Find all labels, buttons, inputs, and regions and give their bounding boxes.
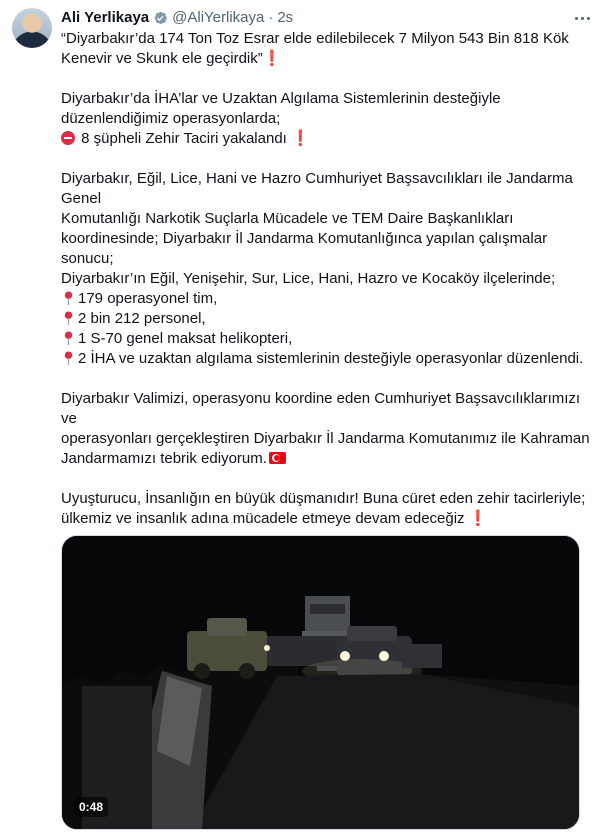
text-line: Uyuşturucu, İnsanlığın en büyük düşmanıdır! Buna cüret eden zehir tacirleriyle; (61, 490, 586, 507)
video-player[interactable] (61, 535, 580, 830)
text-line: 8 şüpheli Zehir Taciri yakalandı ❗ (61, 129, 591, 149)
pin-icon (61, 290, 76, 306)
text-line: 2 İHA ve uzaktan algılama sistemlerinin desteğiyle operasyonlar düzenlendi. (61, 349, 591, 369)
author-name[interactable]: Ali Yerlikaya (61, 9, 150, 26)
text-line: koordinesinde; Diyarbakır İl Jandarma Komutanlığınca yapılan çalışmalar sonucu; (61, 230, 548, 267)
text-line: Diyarbakır, Eğil, Lice, Hani ve Hazro Cumhuriyet Başsavcılıkları ile Jandarma Genel (61, 170, 573, 207)
exclamation-icon: ❗ (468, 510, 488, 527)
text-line: operasyonları gerçekleştiren Diyarbakır İl Jandarma Komutanımız ile Kahraman (61, 430, 590, 447)
no-entry-icon (61, 131, 75, 145)
text-line: 1 S-70 genel maksat helikopteri, (61, 329, 591, 349)
text-line: Jandarmamızı tebrik ediyorum. (61, 449, 591, 469)
text-line: ülkemiz ve insanlık adına mücadele etmeye devam edeceğiz ❗ (61, 510, 488, 527)
tweet-time[interactable]: 2s (277, 9, 294, 26)
text-line: Diyarbakır Valimizi, operasyonu koordine eden Cumhuriyet Başsavcılıklarımızı ve (61, 390, 581, 427)
verified-icon (152, 10, 168, 26)
turkey-flag-icon (269, 452, 286, 464)
avatar[interactable] (12, 8, 52, 48)
author-handle[interactable]: @AliYerlikaya (172, 9, 265, 26)
separator-dot: · (268, 9, 274, 26)
text-line: Komutanlığı Narkotik Suçlarla Mücadele ve TEM Daire Başkanlıkları (61, 210, 514, 227)
text-line: Diyarbakır’da İHA’lar ve Uzaktan Algılama Sistemlerinin desteğiyle (61, 90, 501, 107)
text-line: 179 operasyonel tim, (61, 289, 591, 309)
exclamation-icon: ❗ (291, 130, 310, 147)
video-duration: 0:48 (74, 797, 108, 817)
exclamation-icon: ❗ (262, 50, 282, 67)
video-frame (62, 536, 579, 829)
text-line: düzenlendiğimiz operasyonlarda; (61, 110, 281, 127)
text-line: Diyarbakır’ın Eğil, Yenişehir, Sur, Lice, Hani, Hazro ve Kocaköy ilçelerinde; (61, 270, 556, 287)
more-icon[interactable] (572, 8, 592, 28)
pin-icon (61, 310, 76, 326)
text-line: 2 bin 212 personel, (61, 309, 591, 329)
pin-icon (61, 350, 76, 366)
tweet-text (61, 29, 591, 609)
tweet-header (61, 8, 592, 28)
pin-icon (61, 330, 76, 346)
text-line: Kenevir ve Skunk ele geçirdik”❗ (61, 50, 282, 67)
text-line: “Diyarbakır’da 174 Ton Toz Esrar elde edilebilecek 7 Milyon 543 Bin 818 Kök (61, 30, 569, 47)
